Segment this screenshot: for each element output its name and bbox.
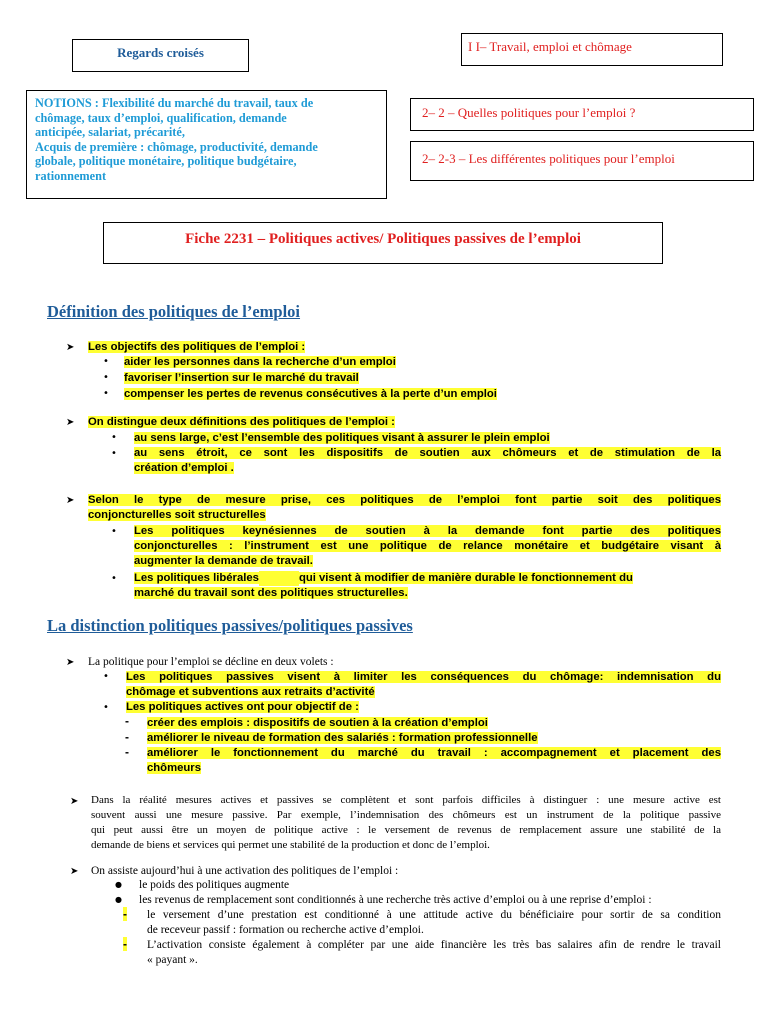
objective-item: aider les personnes dans la recherche d’un emploi bbox=[124, 356, 396, 368]
definition-narrow-line2: création d’emploi . bbox=[134, 462, 234, 474]
section-title-definition: Définition des politiques de l’emploi bbox=[47, 302, 301, 321]
dash-bullet: - bbox=[125, 714, 129, 728]
acquis-line: globale, politique monétaire, politique budgétaire, bbox=[35, 154, 297, 168]
activation-dash1-line2: de receveur passif : formation ou recherche active d’emploi. bbox=[147, 923, 424, 936]
sub-question-label: 2– 2 – Quelles politiques pour l’emploi ? bbox=[422, 105, 636, 120]
measure-type-line1: Selon le type de mesure prise, ces politiques de l’emploi font partie soit des politiques bbox=[88, 494, 721, 506]
sub-section-box bbox=[410, 141, 754, 181]
active-item: améliorer le niveau de formation des salariés : formation professionnelle bbox=[147, 732, 538, 744]
notions-line: anticipée, salariat, précarité, bbox=[35, 125, 185, 139]
reality-line4: demande de biens et services qui permet une stabilité de la production et donc de l’emploi. bbox=[91, 839, 490, 851]
passive-line1: Les politiques passives visent à limiter les conséquences du chômage: indemnisation du bbox=[126, 671, 721, 683]
arrow-bullet-icon: ➤ bbox=[70, 796, 79, 807]
arrow-bullet-icon: ➤ bbox=[66, 342, 75, 353]
active-item3-line1: améliorer le fonctionnement du marché du travail : accompagnement et placement des bbox=[147, 747, 721, 759]
bullet-icon: • bbox=[111, 448, 117, 459]
reality-line3: qui peut aussi être un moyen de politique active : le versement de revenus de remplacement assure une stabilité de la bbox=[91, 824, 721, 836]
sub-section-label: 2– 2-3 – Les différentes politiques pour l’emploi bbox=[422, 151, 675, 166]
active-intro: Les politiques actives ont pour objectif de : bbox=[126, 701, 359, 713]
fiche-title: Fiche 2231 – Politiques actives/ Politiques passives de l’emploi bbox=[185, 231, 581, 247]
arrow-bullet-icon: ➤ bbox=[66, 657, 75, 668]
notions-box bbox=[26, 90, 387, 199]
definitions-intro: On distingue deux définitions des politiques de l’emploi : bbox=[88, 416, 395, 428]
liberal-line1b: qui visent à modifier de manière durable le fonctionnement du bbox=[298, 572, 633, 584]
keynesian-line3: augmenter la demande de travail. bbox=[134, 555, 313, 567]
active-item: créer des emplois : dispositifs de soutien à la création d’emploi bbox=[147, 717, 488, 729]
reality-line2: souvent aussi une mesure passive. Par exemple, l’indemnisation des chômeurs est un instrument de la politique passive bbox=[91, 809, 721, 821]
regards-croises-box bbox=[72, 39, 249, 72]
reality-line1: Dans la réalité mesures actives et passives se complètent et sont parfois difficiles à distinguer : une mesure active est bbox=[91, 794, 721, 806]
arrow-bullet-icon: ➤ bbox=[70, 866, 79, 877]
regards-croises-label: Regards croisés bbox=[117, 45, 204, 60]
active-item3-line2: chômeurs bbox=[147, 762, 201, 774]
activation-item: le poids des politiques augmente bbox=[139, 879, 290, 891]
activation-dash2-line1: L’activation consiste également à compléter par une aide financière les très bas salaires afin de rendre le travail bbox=[147, 939, 721, 951]
sub-question-box bbox=[410, 98, 754, 131]
definition-broad: au sens large, c’est l’ensemble des politiques visant à assurer le plein emploi bbox=[134, 432, 550, 444]
notions-line: NOTIONS : Flexibilité du marché du travail, taux de bbox=[35, 96, 314, 110]
bullet-icon: • bbox=[103, 388, 109, 399]
bullet-icon: ● bbox=[115, 880, 122, 889]
bullet-icon: • bbox=[103, 702, 109, 713]
measure-type-line2: conjoncturelles soit structurelles bbox=[88, 509, 266, 521]
dash-bullet: - bbox=[125, 745, 129, 759]
activation-dash1-line1: le versement d’une prestation est conditionné à une attitude active du bénéficiaire pour sortir de sa condition bbox=[147, 909, 721, 921]
liberal-line1a: Les politiques libérales bbox=[134, 572, 259, 584]
activation-intro: On assiste aujourd’hui à une activation des politiques de l’emploi : bbox=[91, 865, 399, 877]
bullet-icon: • bbox=[103, 356, 109, 367]
fiche-title-box bbox=[103, 222, 663, 264]
activation-item: les revenus de remplacement sont conditionnés à une recherche très active d’emploi ou à une reprise d’emploi : bbox=[139, 894, 652, 906]
bullet-icon: • bbox=[103, 372, 109, 383]
dash-bullet: - bbox=[123, 937, 127, 951]
notions-line: chômage, taux d’emploi, qualification, demande bbox=[35, 110, 287, 125]
liberal-line2: marché du travail sont des politiques structurelles. bbox=[134, 587, 408, 599]
definition-narrow-line1: au sens étroit, ce sont les dispositifs de soutien aux chômeurs et de stimulation de la bbox=[134, 447, 721, 459]
acquis-line: Acquis de première : chômage, productivité, demande bbox=[35, 139, 318, 154]
bullet-icon: • bbox=[111, 526, 117, 537]
bullet-icon: • bbox=[111, 432, 117, 443]
theme-label: I I– Travail, emploi et chômage bbox=[468, 39, 632, 54]
bullet-icon: ● bbox=[115, 895, 122, 904]
objective-item: favoriser l’insertion sur le marché du travail bbox=[124, 372, 359, 384]
section-title-distinction: La distinction politiques passives/politiques passives bbox=[47, 616, 413, 635]
volets-intro: La politique pour l’emploi se décline en deux volets : bbox=[88, 656, 334, 668]
keynesian-line2: conjoncturelles : l’instrument est une politique de relance monétaire et budgétaire visant à bbox=[134, 540, 721, 552]
keynesian-line1: Les politiques keynésiennes de soutien à la demande font partie des politiques bbox=[134, 525, 721, 537]
dash-bullet: - bbox=[125, 730, 129, 744]
bullet-icon: • bbox=[103, 671, 109, 682]
objective-item: compenser les pertes de revenus consécutives à la perte d’un emploi bbox=[124, 388, 497, 400]
passive-line2: chômage et subventions aux retraits d’activité bbox=[126, 686, 375, 698]
arrow-bullet-icon: ➤ bbox=[66, 495, 75, 506]
objectives-intro: Les objectifs des politiques de l’emploi : bbox=[88, 341, 306, 353]
acquis-line: rationnement bbox=[35, 168, 107, 183]
theme-box bbox=[461, 33, 723, 66]
bullet-icon: • bbox=[111, 573, 117, 584]
arrow-bullet-icon: ➤ bbox=[66, 417, 75, 428]
activation-dash2-line2: « payant ». bbox=[147, 953, 198, 966]
dash-bullet: - bbox=[123, 907, 127, 921]
